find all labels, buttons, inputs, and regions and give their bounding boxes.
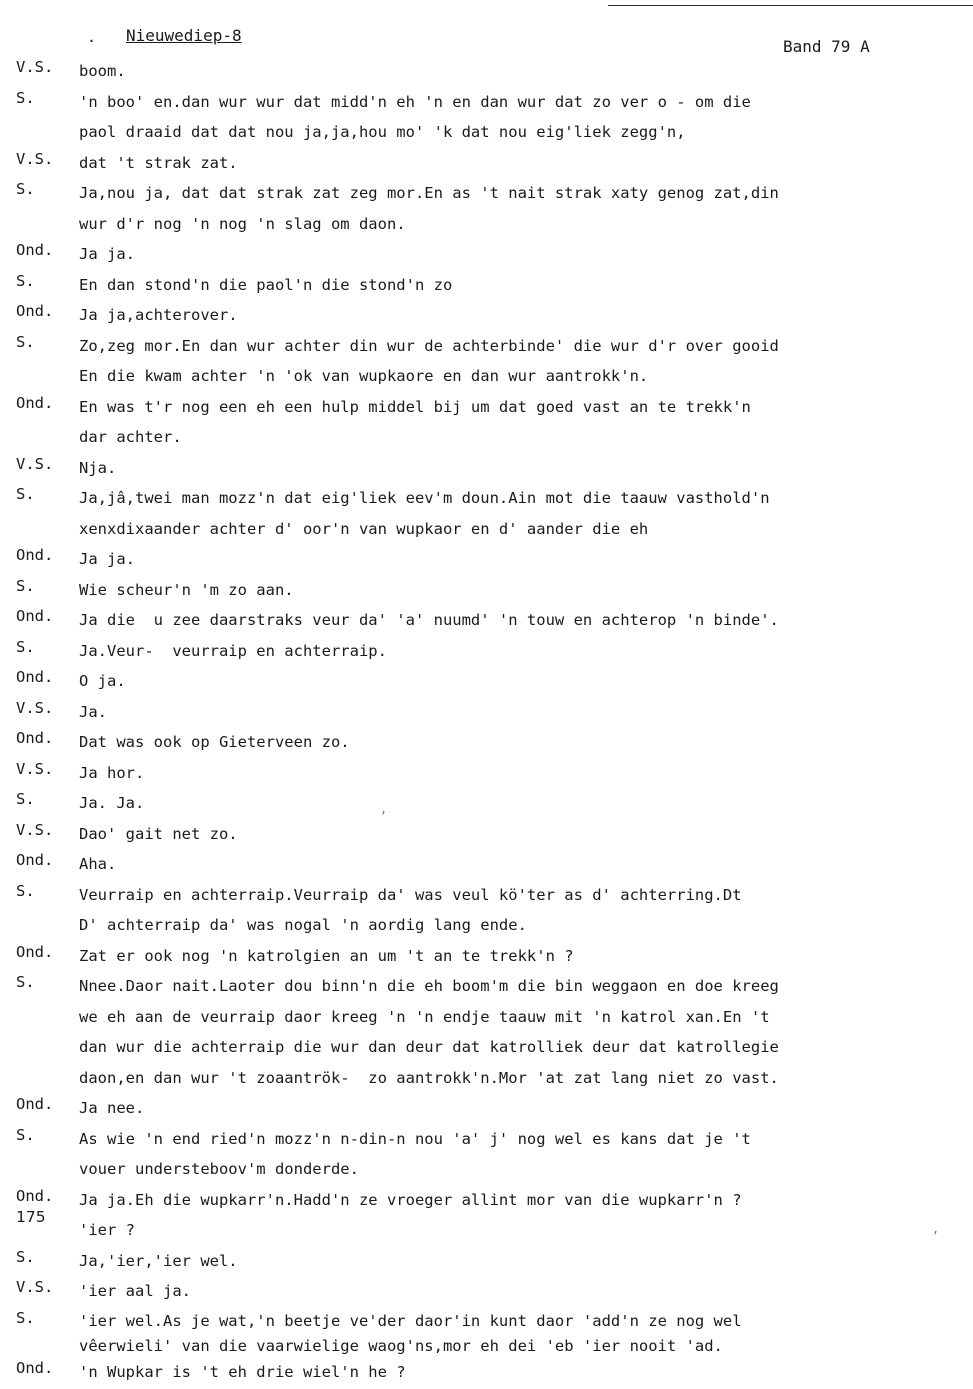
utterance [79, 394, 966, 455]
transcript-turn [16, 607, 966, 638]
utterance-line: Ja ja,achterover. [79, 306, 238, 324]
transcript-turn [16, 485, 966, 546]
stray-mark: , [932, 1222, 940, 1236]
utterance-line: D' achterraip da' was nogal 'n aordig lang ende. [79, 916, 527, 934]
utterance-line: En die kwam achter 'n 'ok van wupkaore en dan wur aantrokk'n. [79, 367, 649, 385]
utterance-line: Nnee.Daor nait.Laoter dou binn'n die eh boom'm die bin weggaon en doe kreeg [79, 977, 779, 995]
utterance-line: Ja. [79, 702, 107, 721]
speaker-label: V.S. [16, 149, 54, 168]
utterance [79, 89, 966, 150]
utterance-line: 'ier ? [79, 1221, 135, 1239]
speaker-label: Ond. [16, 241, 54, 259]
transcript-turn [16, 668, 966, 699]
utterance [79, 241, 966, 272]
transcript-turn [16, 882, 966, 943]
transcript-turn [16, 150, 966, 181]
utterance-line: dar achter. [79, 428, 182, 446]
transcript-turn [16, 89, 966, 150]
transcript-turn [16, 943, 966, 974]
top-rule [608, 5, 973, 6]
utterance-line: Dao' gait net zo. [79, 824, 238, 843]
transcript-turn [16, 760, 966, 791]
utterance-line: Ja nee. [79, 1099, 145, 1117]
utterance [79, 973, 966, 1095]
utterance-line: En was t'r nog een eh een hulp middel bij um dat goed vast an te trekk'n [79, 397, 751, 416]
transcript-turn [16, 333, 966, 394]
utterance-line: 'n Wupkar is 't eh drie wiel'n he ? [79, 1362, 406, 1381]
speaker-label: S. [16, 88, 35, 107]
transcript-turn [16, 180, 966, 241]
utterance [79, 150, 966, 181]
speaker-label: S. [16, 271, 35, 290]
transcript-turn [16, 851, 966, 882]
transcript-turn [16, 58, 966, 89]
band-label: Band 79 A [783, 37, 870, 56]
speaker-label: Ond. [16, 1186, 54, 1205]
utterance-line: Ja ja. [79, 245, 135, 263]
speaker-label: V.S. [16, 759, 54, 778]
utterance [79, 1248, 966, 1279]
utterance-line: 'ier wel.As je wat,'n beetje ve'der daor'in kunt daor 'add'n ze nog wel [79, 1311, 742, 1330]
speaker-label: Ond. [16, 942, 54, 961]
utterance-line: Ja,nou ja, dat dat strak zat zeg mor.En as 't nait strak xaty genog zat,din [79, 184, 779, 202]
speaker-label: S. [16, 1125, 35, 1144]
speaker-label: S. [16, 576, 35, 595]
page-title: Nieuwediep-8 [126, 26, 242, 45]
transcript [16, 58, 966, 1389]
utterance-line: O ja. [79, 672, 126, 690]
utterance [79, 272, 966, 303]
transcript-turn [16, 1278, 966, 1309]
transcript-turn [16, 973, 966, 1095]
utterance-line: Ja,jâ,twei man mozz'n dat eig'liek eev'm doun.Ain mot die taauw vasthold'n [79, 489, 770, 507]
utterance-line: Zo,zeg mor.En dan wur achter din wur de achterbinde' die wur d'r over gooid [79, 336, 779, 355]
utterance [79, 333, 966, 394]
utterance [79, 455, 966, 486]
speaker-label: S. [16, 881, 35, 900]
speaker-label: S. [16, 1247, 35, 1266]
transcript-turn [16, 1126, 966, 1187]
speaker-label: V.S. [16, 1278, 54, 1296]
utterance [79, 1278, 966, 1309]
utterance [79, 699, 966, 730]
utterance-line: Ja.Veur- veurraip en achterraip. [79, 641, 387, 660]
transcript-turn [16, 394, 966, 455]
transcript-turn [16, 577, 966, 608]
utterance-line: Ja ja. [79, 550, 135, 568]
speaker-label: Ond. [16, 668, 54, 686]
speaker-label: Ond. [16, 729, 54, 747]
utterance-line: Nja. [79, 458, 117, 477]
speaker-label: Ond. [16, 393, 54, 412]
utterance-line: Ja. Ja. [79, 794, 145, 812]
utterance [79, 1095, 966, 1126]
utterance [79, 851, 966, 882]
utterance [79, 58, 966, 89]
utterance-line: Wie scheur'n 'm zo aan. [79, 580, 294, 599]
utterance-line: As wie 'n end ried'n mozz'n n-din-n nou 'a' j' nog wel es kans dat je 't [79, 1129, 751, 1148]
utterance-line: dat 't strak zat. [79, 153, 238, 172]
utterance-line: Dat was ook op Gieterveen zo. [79, 733, 350, 751]
utterance-line: boom. [79, 62, 126, 80]
speaker-label: S. [16, 790, 35, 808]
utterance [79, 882, 966, 943]
transcript-turn [16, 729, 966, 760]
speaker-label: Ond. [16, 546, 54, 564]
utterance-line: Aha. [79, 855, 117, 873]
transcript-turn [16, 1309, 966, 1359]
transcript-turn [16, 1095, 966, 1126]
utterance [79, 1187, 966, 1248]
utterance-line: Ja,'ier,'ier wel. [79, 1251, 238, 1270]
transcript-turn [16, 241, 966, 272]
utterance [79, 638, 966, 669]
transcript-turn [16, 272, 966, 303]
speaker-label: V.S. [16, 698, 54, 717]
transcript-turn [16, 302, 966, 333]
utterance [79, 1126, 966, 1187]
utterance-line: dan wur die achterraip die wur dan deur dat katrolliek deur dat katrollegie [79, 1038, 779, 1056]
utterance-line: 'n boo' en.dan wur wur dat midd'n eh 'n en dan wur dat zo ver o - om die [79, 92, 751, 111]
speaker-label: S. [16, 485, 35, 503]
transcript-turn [16, 699, 966, 730]
utterance-line: vêerwieli' van die vaarwielige waog'ns,mor eh dei 'eb 'ier nooit 'ad. [79, 1336, 723, 1355]
transcript-turn [16, 1248, 966, 1279]
speaker-label: V.S. [16, 820, 54, 839]
utterance [79, 607, 966, 638]
utterance [79, 1309, 966, 1359]
utterance-line: wur d'r nog 'n nog 'n slag om daon. [79, 214, 406, 233]
utterance-line: Zat er ook nog 'n katrolgien an um 't an te trekk'n ? [79, 946, 574, 965]
transcript-turn [16, 821, 966, 852]
transcript-turn [16, 1187, 966, 1248]
speaker-label: S. [16, 332, 35, 351]
speaker-label: Ond. [16, 851, 54, 869]
speaker-label: V.S. [16, 58, 54, 76]
utterance-line: 'ier aal ja. [79, 1282, 191, 1300]
utterance-line: paol draaid dat dat nou ja,ja,hou mo' 'k dat nou eig'liek zegg'n, [79, 123, 686, 141]
utterance [79, 729, 966, 760]
speaker-label: S. [16, 973, 35, 991]
utterance-line: Ja ja.Eh die wupkarr'n.Hadd'n ze vroeger allint mor van die wupkarr'n ? [79, 1190, 742, 1209]
utterance [79, 485, 966, 546]
utterance-line: daon,en dan wur 't zoaantrök- zo aantrokk'n.Mor 'at zat lang niet zo vast. [79, 1068, 779, 1087]
utterance-line: En dan stond'n die paol'n die stond'n zo [79, 275, 453, 294]
transcript-turn [16, 1359, 966, 1389]
utterance-line: vouer understeboov'm donderde. [79, 1160, 359, 1178]
utterance [79, 546, 966, 577]
utterance [79, 577, 966, 608]
utterance-line: xenxdixaander achter d' oor'n van wupkaor en d' aander die eh [79, 519, 649, 538]
header-dot: . [87, 28, 97, 46]
utterance [79, 790, 966, 821]
utterance [79, 302, 966, 333]
utterance [79, 668, 966, 699]
transcript-turn [16, 638, 966, 669]
utterance [79, 1359, 966, 1389]
speaker-label: S. [16, 637, 35, 656]
utterance-line: Ja hor. [79, 763, 145, 782]
stray-mark: , [380, 802, 388, 816]
utterance [79, 943, 966, 974]
utterance [79, 180, 966, 241]
speaker-label: Ond. [16, 1095, 54, 1113]
transcript-turn [16, 790, 966, 821]
utterance-line: we eh aan de veurraip daor kreeg 'n 'n endje taauw mit 'n katrol xan.En 't [79, 1007, 770, 1026]
speaker-label: Ond. [16, 1358, 54, 1377]
transcript-turn [16, 455, 966, 486]
utterance-line: Ja die u zee daarstraks veur da' 'a' nuumd' 'n touw en achterop 'n binde'. [79, 611, 779, 629]
utterance [79, 760, 966, 791]
side-number: 175 [16, 1208, 46, 1226]
speaker-label: S. [16, 1308, 35, 1327]
speaker-label: Ond. [16, 607, 54, 625]
speaker-label: S. [16, 180, 35, 198]
speaker-label: V.S. [16, 454, 54, 473]
speaker-label: Ond. [16, 302, 54, 320]
utterance-line: Veurraip en achterraip.Veurraip da' was veul kö'ter as d' achterring.Dt [79, 885, 742, 904]
transcript-turn [16, 546, 966, 577]
utterance [79, 821, 966, 852]
